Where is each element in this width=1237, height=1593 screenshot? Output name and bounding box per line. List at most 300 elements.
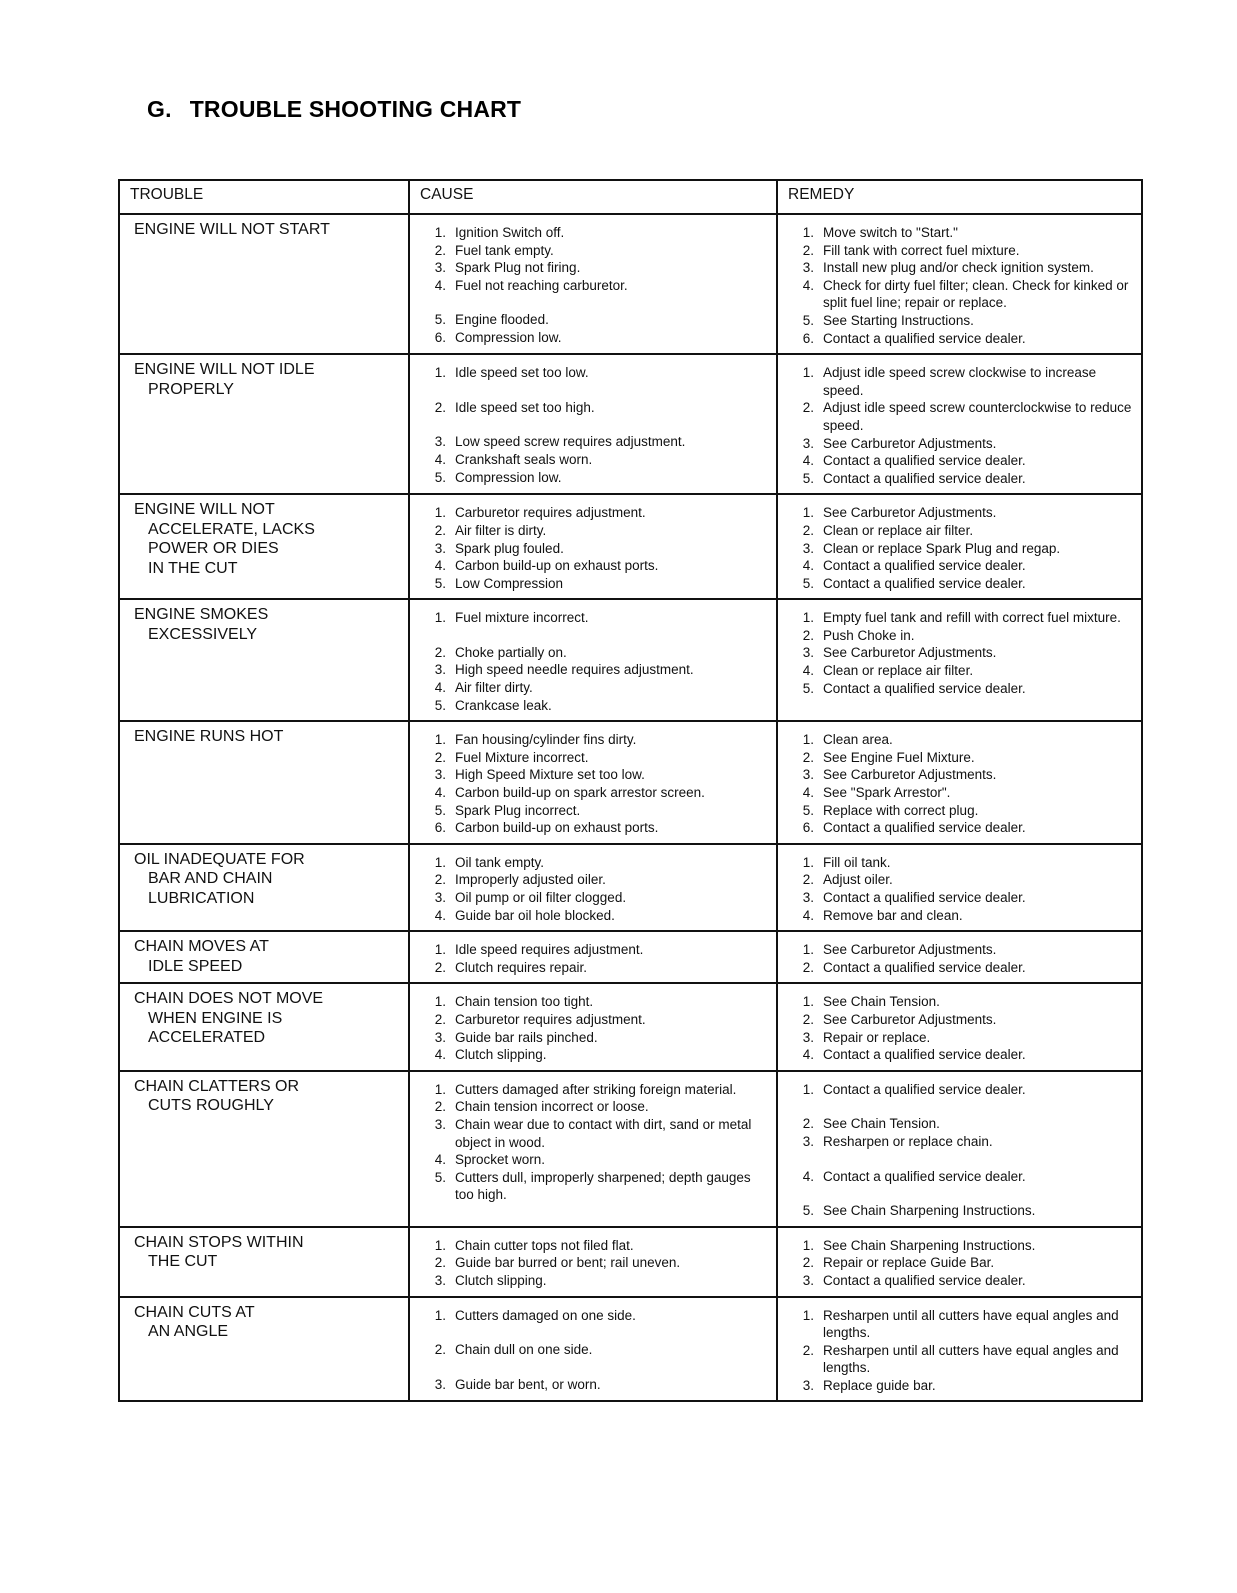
- item-number: 2.: [434, 959, 446, 975]
- item-number: 1.: [434, 1307, 446, 1323]
- cause-item: [424, 451, 770, 469]
- item-number: 2.: [434, 242, 446, 258]
- item-text: Idle speed set too low.: [455, 365, 589, 381]
- remedy-cell: [777, 931, 1142, 983]
- remedy-item: [792, 470, 1135, 488]
- item-text: See "Spark Arrestor".: [823, 785, 951, 801]
- remedy-list: [792, 993, 1135, 1063]
- item-number: 2.: [434, 749, 446, 765]
- trouble-text: IN THE CUT: [148, 559, 238, 577]
- remedy-item: [792, 312, 1135, 330]
- remedy-item: [792, 364, 1135, 399]
- remedy-item: [792, 224, 1135, 242]
- item-text: Guide bar bent, or worn.: [455, 1376, 601, 1392]
- remedy-item: [792, 784, 1135, 802]
- cause-list: [424, 224, 770, 347]
- item-text: Ignition Switch off.: [455, 225, 565, 240]
- cause-item: [424, 1116, 770, 1151]
- cause-cell: [409, 1071, 777, 1227]
- cause-item: [424, 1029, 770, 1047]
- item-number: 3.: [802, 1272, 814, 1288]
- remedy-list: [792, 854, 1135, 924]
- remedy-item: [792, 1115, 1135, 1133]
- item-text: See Chain Tension.: [823, 1116, 940, 1132]
- item-number: 4.: [434, 785, 446, 801]
- trouble-cell: [119, 1297, 409, 1402]
- remedy-item: [792, 242, 1135, 260]
- item-number: 5.: [434, 312, 446, 328]
- remedy-item: [792, 1029, 1135, 1047]
- remedy-item: [792, 680, 1135, 698]
- remedy-item: [792, 1254, 1135, 1272]
- cause-list: [424, 1081, 770, 1204]
- remedy-item: [792, 330, 1135, 348]
- item-number: 3.: [802, 767, 814, 783]
- item-number: 4.: [802, 277, 814, 293]
- remedy-item: [792, 504, 1135, 522]
- remedy-item: [792, 1237, 1135, 1255]
- item-text: Contact a qualified service dealer.: [823, 1168, 1026, 1184]
- table-row: [119, 721, 1142, 844]
- item-text: Adjust oiler.: [823, 872, 893, 888]
- remedy-item: [792, 522, 1135, 540]
- trouble-cell: [119, 1227, 409, 1297]
- item-number: 5.: [802, 680, 814, 696]
- cause-list: [424, 993, 770, 1063]
- item-text: Resharpen until all cutters have equal angles and lengths.: [823, 1342, 1119, 1376]
- cause-item: [424, 469, 770, 487]
- item-text: Cutters damaged on one side.: [455, 1307, 636, 1323]
- table-body: [119, 214, 1142, 1401]
- cause-item: [424, 242, 770, 260]
- item-number: 1.: [434, 225, 446, 240]
- item-number: 3.: [434, 1116, 446, 1132]
- cause-item: [424, 557, 770, 575]
- trouble-text: CHAIN CLATTERS OR: [134, 1077, 300, 1095]
- cause-item: [424, 749, 770, 767]
- item-text: Fuel mixture incorrect.: [455, 610, 589, 626]
- item-text: Oil tank empty.: [455, 854, 545, 870]
- table-row: [119, 599, 1142, 721]
- item-text: Contact a qualified service dealer.: [823, 453, 1026, 469]
- item-number: 2.: [802, 1255, 814, 1271]
- item-text: Contact a qualified service dealer.: [823, 330, 1026, 346]
- remedy-list: [792, 731, 1135, 837]
- item-number: 5.: [434, 802, 446, 818]
- item-number: 6.: [802, 330, 814, 346]
- trouble-cell: [119, 721, 409, 844]
- cause-cell: [409, 844, 777, 931]
- item-text: Chain tension too tight.: [455, 994, 594, 1010]
- table-row: [119, 983, 1142, 1070]
- cause-item: [424, 854, 770, 872]
- item-number: 1.: [434, 994, 446, 1010]
- item-number: 3.: [802, 1377, 814, 1393]
- cause-item: [424, 329, 770, 347]
- cause-item: [424, 1151, 770, 1169]
- trouble-cell: [119, 214, 409, 354]
- item-number: 1.: [802, 994, 814, 1010]
- remedy-item: [792, 941, 1135, 959]
- item-number: 5.: [434, 469, 446, 485]
- remedy-item: [792, 1307, 1135, 1342]
- item-number: 3.: [802, 890, 814, 905]
- table-row: [119, 1297, 1142, 1402]
- cause-item: [424, 433, 770, 451]
- cause-list: [424, 941, 770, 976]
- item-text: See Carburetor Adjustments.: [823, 435, 997, 451]
- cause-item: [424, 731, 770, 749]
- cause-item: [424, 819, 770, 837]
- remedy-list: [792, 504, 1135, 592]
- item-text: Low speed screw requires adjustment.: [455, 434, 686, 450]
- trouble-text: WHEN ENGINE IS: [148, 1009, 283, 1027]
- item-number: 2.: [434, 1255, 446, 1271]
- remedy-cell: [777, 354, 1142, 494]
- item-text: Install new plug and/or check ignition system.: [823, 260, 1094, 276]
- cause-item: [424, 399, 770, 417]
- item-text: See Chain Sharpening Instructions.: [823, 1237, 1036, 1253]
- item-number: 2.: [802, 242, 814, 258]
- item-text: Carburetor requires adjustment.: [455, 1011, 646, 1027]
- cause-item: [424, 259, 770, 277]
- item-number: 1.: [434, 365, 446, 381]
- remedy-item: [792, 557, 1135, 575]
- item-number: 3.: [802, 645, 814, 661]
- trouble-cell: [119, 354, 409, 494]
- item-number: 2.: [802, 1011, 814, 1027]
- item-text: Clean or replace air filter.: [823, 522, 974, 538]
- item-text: Fuel Mixture incorrect.: [455, 749, 589, 765]
- item-text: Clean or replace air filter.: [823, 663, 974, 679]
- remedy-cell: [777, 1297, 1142, 1402]
- cause-list: [424, 731, 770, 837]
- item-number: 5.: [434, 575, 446, 591]
- item-text: Clutch slipping.: [455, 1272, 547, 1288]
- item-text: Cutters damaged after striking foreign material.: [455, 1081, 737, 1097]
- item-text: Guide bar burred or bent; rail uneven.: [455, 1255, 681, 1271]
- cause-item: [424, 644, 770, 662]
- item-number: 3.: [434, 1029, 446, 1045]
- item-text: Idle speed requires adjustment.: [455, 942, 644, 958]
- item-number: 1.: [802, 732, 814, 748]
- remedy-item: [792, 259, 1135, 277]
- cause-item: [424, 697, 770, 715]
- item-number: 6.: [802, 820, 814, 836]
- item-number: 2.: [802, 872, 814, 888]
- item-number: 1.: [434, 854, 446, 870]
- item-number: 1.: [802, 942, 814, 958]
- item-number: 1.: [802, 1081, 814, 1097]
- item-number: 6.: [434, 820, 446, 836]
- remedy-cell: [777, 599, 1142, 721]
- section-heading: [147, 96, 521, 123]
- item-text: Sprocket worn.: [455, 1152, 546, 1168]
- item-text: Adjust idle speed screw counterclockwise to reduce speed.: [823, 400, 1132, 433]
- item-text: Remove bar and clean.: [823, 907, 963, 923]
- cause-item: [424, 1011, 770, 1029]
- cause-item: [424, 889, 770, 907]
- remedy-list: [792, 1307, 1135, 1395]
- cause-list: [424, 1307, 770, 1394]
- item-number: 2.: [802, 400, 814, 416]
- item-number: 2.: [802, 627, 814, 643]
- item-text: See Chain Tension.: [823, 994, 940, 1010]
- remedy-item: [792, 1202, 1135, 1220]
- remedy-item: [792, 854, 1135, 872]
- trouble-text: OIL INADEQUATE FOR: [134, 850, 305, 868]
- cause-item: [424, 784, 770, 802]
- cause-item: [424, 277, 770, 295]
- cause-item: [424, 993, 770, 1011]
- item-text: See Starting Instructions.: [823, 312, 974, 328]
- item-number: 4.: [434, 1152, 446, 1168]
- item-text: Clean area.: [823, 732, 893, 748]
- item-text: Contact a qualified service dealer.: [823, 890, 1026, 905]
- item-text: See Carburetor Adjustments.: [823, 505, 997, 521]
- remedy-item: [792, 662, 1135, 680]
- remedy-item: [792, 766, 1135, 784]
- trouble-text: BAR AND CHAIN: [148, 870, 273, 888]
- item-number: 5.: [802, 470, 814, 486]
- trouble-text: EXCESSIVELY: [148, 625, 258, 643]
- remedy-item: [792, 1046, 1135, 1064]
- item-text: Clutch slipping.: [455, 1047, 547, 1063]
- remedy-item: [792, 575, 1135, 593]
- cause-list: [424, 854, 770, 924]
- cause-item: [424, 871, 770, 889]
- trouble-cell: [119, 844, 409, 931]
- item-text: Compression low.: [455, 469, 562, 485]
- item-number: 1.: [802, 1237, 814, 1253]
- item-text: Adjust idle speed screw clockwise to increase speed.: [823, 365, 1097, 398]
- remedy-item: [792, 993, 1135, 1011]
- item-text: Fill tank with correct fuel mixture.: [823, 242, 1020, 258]
- item-number: 2.: [802, 1116, 814, 1132]
- item-text: Choke partially on.: [455, 644, 567, 660]
- cause-item: [424, 959, 770, 977]
- item-text: See Carburetor Adjustments.: [823, 645, 997, 661]
- table-row: [119, 1227, 1142, 1297]
- cause-item: [424, 575, 770, 593]
- remedy-item: [792, 452, 1135, 470]
- item-number: 4.: [434, 558, 446, 574]
- remedy-list: [792, 224, 1135, 347]
- item-text: Push Choke in.: [823, 627, 915, 643]
- cause-item: [424, 311, 770, 329]
- item-text: Idle speed set too high.: [455, 399, 595, 415]
- item-text: Repair or replace.: [823, 1029, 931, 1045]
- item-number: 2.: [434, 399, 446, 415]
- item-text: Carbon build-up on exhaust ports.: [455, 558, 659, 574]
- item-text: Contact a qualified service dealer.: [823, 680, 1026, 696]
- remedy-item: [792, 399, 1135, 434]
- cause-cell: [409, 721, 777, 844]
- cause-cell: [409, 599, 777, 721]
- cause-list: [424, 504, 770, 592]
- item-number: 3.: [802, 435, 814, 451]
- cause-cell: [409, 931, 777, 983]
- item-number: 3.: [434, 1376, 446, 1392]
- item-number: 2.: [802, 959, 814, 975]
- table-row: [119, 844, 1142, 931]
- header-remedy: REMEDY: [777, 180, 1142, 214]
- remedy-list: [792, 364, 1135, 487]
- item-text: Contact a qualified service dealer.: [823, 470, 1026, 486]
- remedy-cell: [777, 844, 1142, 931]
- item-text: See Carburetor Adjustments.: [823, 942, 997, 958]
- item-number: 4.: [434, 277, 446, 293]
- cause-item: [424, 1081, 770, 1099]
- cause-item: [424, 609, 770, 627]
- item-number: 1.: [434, 1237, 446, 1253]
- trouble-text: AN ANGLE: [148, 1323, 229, 1340]
- trouble-text: ENGINE WILL NOT START: [134, 221, 330, 238]
- item-text: Contact a qualified service dealer.: [823, 1047, 1026, 1063]
- cause-item: [424, 1272, 770, 1290]
- cause-item: [424, 504, 770, 522]
- item-text: Air filter dirty.: [455, 680, 533, 696]
- item-text: Cutters dull, improperly sharpened; depth gauges too high.: [455, 1169, 751, 1203]
- table-row: [119, 214, 1142, 354]
- item-text: Chain dull on one side.: [455, 1342, 593, 1358]
- item-text: Contact a qualified service dealer.: [823, 1081, 1026, 1097]
- item-number: 4.: [802, 1047, 814, 1063]
- item-number: 3.: [434, 767, 446, 783]
- remedy-cell: [777, 983, 1142, 1070]
- remedy-cell: [777, 494, 1142, 599]
- item-number: 1.: [434, 610, 446, 626]
- remedy-item: [792, 609, 1135, 627]
- cause-item: [424, 1169, 770, 1204]
- item-text: Clutch requires repair.: [455, 959, 588, 975]
- item-text: Spark Plug incorrect.: [455, 802, 581, 818]
- trouble-text: CHAIN STOPS WITHIN: [134, 1233, 304, 1251]
- remedy-cell: [777, 1227, 1142, 1297]
- table-row: [119, 494, 1142, 599]
- remedy-item: [792, 1342, 1135, 1377]
- item-number: 4.: [434, 907, 446, 923]
- item-text: Guide bar oil hole blocked.: [455, 907, 615, 923]
- cause-item: [424, 1341, 770, 1359]
- item-number: 5.: [802, 1203, 814, 1219]
- item-number: 5.: [802, 575, 814, 591]
- trouble-text: CHAIN CUTS AT: [134, 1303, 255, 1321]
- table-header-row: [119, 180, 1142, 214]
- item-number: 3.: [434, 890, 446, 905]
- item-number: 2.: [434, 1099, 446, 1115]
- item-text: Chain wear due to contact with dirt, sand or metal object in wood.: [455, 1116, 752, 1150]
- item-number: 5.: [802, 802, 814, 818]
- cause-item: [424, 540, 770, 558]
- remedy-item: [792, 435, 1135, 453]
- table-row: [119, 354, 1142, 494]
- trouble-text: ACCELERATE, LACKS: [148, 520, 315, 538]
- item-number: 3.: [434, 540, 446, 556]
- item-number: 1.: [802, 854, 814, 870]
- item-text: See Chain Sharpening Instructions.: [823, 1203, 1036, 1219]
- item-text: High speed needle requires adjustment.: [455, 662, 694, 678]
- item-number: 3.: [434, 434, 446, 450]
- header-trouble: TROUBLE: [119, 180, 409, 214]
- cause-item: [424, 1046, 770, 1064]
- item-text: Fan housing/cylinder fins dirty.: [455, 732, 637, 748]
- remedy-item: [792, 1168, 1135, 1186]
- item-text: Replace with correct plug.: [823, 802, 979, 818]
- item-number: 4.: [802, 907, 814, 923]
- item-number: 3.: [434, 662, 446, 678]
- cause-cell: [409, 1227, 777, 1297]
- item-number: 4.: [802, 663, 814, 679]
- item-text: Resharpen until all cutters have equal angles and lengths.: [823, 1307, 1119, 1341]
- item-text: Carburetor requires adjustment.: [455, 505, 646, 521]
- trouble-text: CHAIN DOES NOT MOVE: [134, 990, 324, 1008]
- item-number: 1.: [802, 610, 814, 626]
- item-text: Spark Plug not firing.: [455, 260, 581, 276]
- cause-item: [424, 364, 770, 382]
- remedy-item: [792, 540, 1135, 558]
- item-number: 1.: [802, 1307, 814, 1323]
- cause-item: [424, 802, 770, 820]
- item-text: Low Compression: [455, 575, 564, 591]
- table-row: [119, 931, 1142, 983]
- remedy-item: [792, 889, 1135, 907]
- trouble-text: IDLE SPEED: [148, 957, 243, 975]
- cause-item: [424, 907, 770, 925]
- cause-cell: [409, 494, 777, 599]
- trouble-text: LUBRICATION: [148, 889, 255, 907]
- item-text: Crankcase leak.: [455, 697, 552, 713]
- item-text: Contact a qualified service dealer.: [823, 820, 1026, 836]
- item-text: Repair or replace Guide Bar.: [823, 1255, 995, 1271]
- remedy-item: [792, 1081, 1135, 1099]
- item-text: Contact a qualified service dealer.: [823, 959, 1026, 975]
- item-number: 3.: [434, 1272, 446, 1288]
- item-text: Fill oil tank.: [823, 854, 891, 870]
- remedy-item: [792, 802, 1135, 820]
- trouble-text: CHAIN MOVES AT: [134, 938, 269, 956]
- trouble-text: ENGINE WILL NOT: [134, 501, 275, 519]
- item-number: 3.: [434, 260, 446, 276]
- trouble-text: ENGINE RUNS HOT: [134, 728, 284, 746]
- item-text: Contact a qualified service dealer.: [823, 575, 1026, 591]
- cause-item: [424, 661, 770, 679]
- cause-item: [424, 1254, 770, 1272]
- cause-cell: [409, 214, 777, 354]
- cause-item: [424, 522, 770, 540]
- item-text: Chain cutter tops not filed flat.: [455, 1237, 634, 1253]
- remedy-list: [792, 609, 1135, 697]
- item-number: 4.: [802, 558, 814, 574]
- item-number: 5.: [802, 312, 814, 328]
- cause-list: [424, 609, 770, 714]
- item-text: Oil pump or oil filter clogged.: [455, 890, 627, 905]
- trouble-text: ACCELERATED: [148, 1029, 266, 1047]
- trouble-cell: [119, 599, 409, 721]
- item-text: High Speed Mixture set too low.: [455, 767, 645, 783]
- item-number: 4.: [434, 451, 446, 467]
- item-number: 3.: [802, 540, 814, 556]
- item-text: Move switch to "Start.": [823, 225, 958, 240]
- item-text: Replace guide bar.: [823, 1377, 936, 1393]
- remedy-item: [792, 627, 1135, 645]
- cause-item: [424, 1098, 770, 1116]
- item-number: 2.: [434, 1342, 446, 1358]
- item-text: Compression low.: [455, 329, 562, 345]
- item-text: Chain tension incorrect or loose.: [455, 1099, 649, 1115]
- cause-item: [424, 1376, 770, 1394]
- item-number: 3.: [802, 1029, 814, 1045]
